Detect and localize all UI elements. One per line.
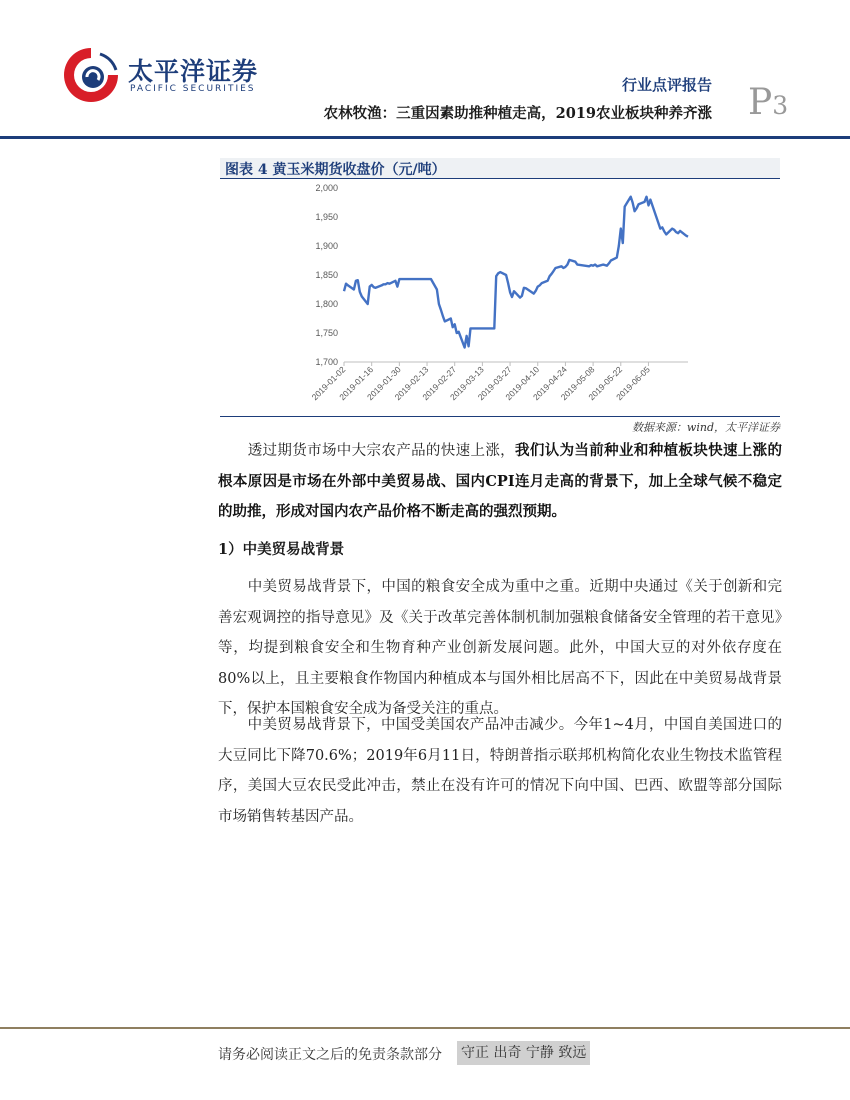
y-tick-label: 2,000 <box>315 183 338 193</box>
x-tick-label: 2019-02-13 <box>392 364 431 403</box>
report-title: 农林牧渔：三重因素助推种植走高，2019农业板块种养齐涨 <box>323 105 712 122</box>
paragraph-us-imports-text: 中美贸易战背景下，中国受美国农产品冲击减少。今年1~4月，中国自美国进口的大豆同比下降70.6%；2019年6月11日，特朗普指示联邦机构简化农业生物技术监管程序，美国大豆农民受此冲击，禁止在没有许可的情况下向中国、巴西、欧盟等部分国际市场销售转基因产品。 <box>218 717 782 825</box>
paragraph-intro-bold: 我们认为当前种业和种植板块快速上涨的根本原因是市场在外部中美贸易战、国内CPI连月走高的背景下，加上全球气候不稳定的助推，形成对国内农产品价格不断走高的强烈预期。 <box>218 442 783 521</box>
paragraph-intro-lead: 透过期货市场中大宗农产品的快速上涨， <box>247 443 516 459</box>
section-heading: 1）中美贸易战背景 <box>218 541 345 558</box>
y-tick-label: 1,750 <box>315 328 338 338</box>
page-number-value: 3 <box>772 91 789 120</box>
figure-bottom-divider <box>220 416 780 417</box>
page-number-prefix: P <box>748 82 773 123</box>
figure-source: 数据来源：wind，太平洋证券 <box>631 421 780 434</box>
report-type-label: 行业点评报告 <box>621 76 712 94</box>
header-divider <box>0 136 850 139</box>
x-tick-label: 2019-05-22 <box>586 364 625 403</box>
x-tick-label: 2019-05-08 <box>558 364 597 403</box>
x-tick-label: 2019-02-27 <box>420 364 459 403</box>
logo-emblem-icon <box>60 44 122 106</box>
x-tick-label: 2019-04-10 <box>503 364 542 403</box>
y-tick-label: 1,950 <box>315 212 338 222</box>
y-tick-label: 1,800 <box>315 299 338 309</box>
x-tick-label: 2019-01-16 <box>337 364 376 403</box>
page-number <box>748 82 788 123</box>
y-tick-label: 1,900 <box>315 241 338 251</box>
x-tick-label: 2019-04-24 <box>531 364 569 403</box>
x-tick-label: 2019-03-27 <box>475 364 514 403</box>
x-tick-label: 2019-06-05 <box>614 364 652 403</box>
paragraph-food-security-text: 中美贸易战背景下，中国的粮食安全成为重中之重。近期中央通过《关于创新和完善宏观调控的指导意见》及《关于改革完善体制机制加强粮食储备安全管理的若干意见》等，均提到粮食安全和生物育种产业创新发展问题。此外，中国大豆的对外依存度在80%以上，且主要粮食作物国内种植成本与国外相比居高不下，因此在中美贸易战背景下，保护本国粮食安全成为备受关注的重点。 <box>218 579 782 718</box>
company-motto: 守正 出奇 宁静 致远 <box>457 1041 590 1065</box>
figure-title: 图表 4 黄玉米期货收盘价（元/吨） <box>225 162 446 178</box>
corn-futures-line-chart <box>220 180 780 416</box>
y-tick-label: 1,700 <box>315 357 338 367</box>
x-tick-label: 2019-01-30 <box>364 364 403 403</box>
paragraph-intro <box>218 436 782 528</box>
paragraph-us-imports <box>218 710 782 832</box>
logo-english-name: PACIFIC SECURITIES <box>130 84 256 94</box>
figure-title-bar <box>220 158 780 179</box>
logo-chinese-name: 太平洋证券 <box>128 57 259 86</box>
disclaimer-notice: 请务必阅读正文之后的免责条款部分 <box>218 1047 442 1063</box>
footer-divider <box>0 1027 850 1029</box>
x-tick-label: 2019-01-02 <box>309 364 348 403</box>
paragraph-food-security <box>218 572 782 725</box>
x-tick-label: 2019-03-13 <box>447 364 486 403</box>
y-tick-label: 1,850 <box>315 270 338 280</box>
series-line <box>344 197 688 348</box>
company-logo <box>60 44 300 110</box>
